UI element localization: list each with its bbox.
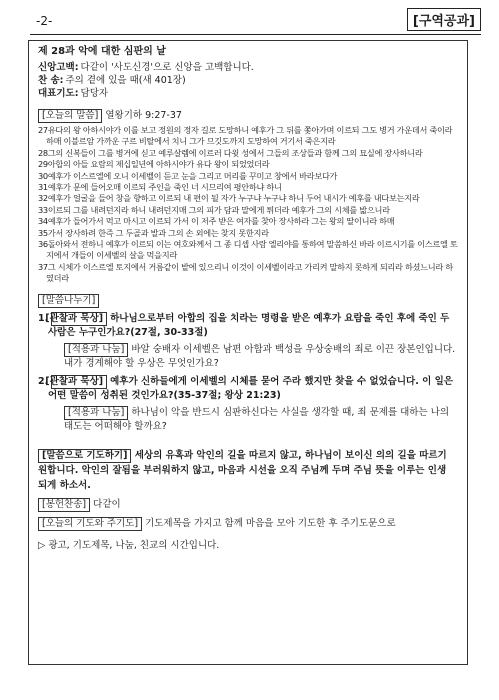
question-block <box>38 312 458 371</box>
application-prompt <box>64 406 458 434</box>
service-order-label: 찬 송: <box>38 75 64 86</box>
service-order-value: 다같이 '사도신경'으로 신앙을 고백합니다. <box>80 62 254 73</box>
verse-line: 31예후가 문에 들어오매 이르되 주인을 죽인 너 시므리여 평안하냐 하니 <box>38 182 282 193</box>
service-order <box>38 61 458 100</box>
offering-text: 다같이 <box>93 498 121 510</box>
service-order-row <box>38 87 458 100</box>
verse-line: 30예후가 이스르엘에 오니 이세벨이 듣고 눈을 그리고 머리를 꾸미고 창에서 바라보다가 <box>38 170 338 181</box>
service-order-row <box>38 74 458 87</box>
header-rule <box>30 34 481 35</box>
question-text: 예후가 신하들에게 이세벨의 시체를 묻어 주라 했지만 찾을 수 없었습니다. 이 일은 어떤 말씀이 성취된 것인가요?(35-37절; 왕상 21:23) <box>48 375 453 401</box>
service-order-value: 담당자 <box>80 88 109 99</box>
prayer-section <box>38 448 458 493</box>
section-badge: [구역공과] <box>407 8 481 31</box>
observation-question <box>38 375 458 403</box>
closing-tag: [오늘의 기도와 주기도] <box>38 517 142 531</box>
scripture-reference: 열왕기하 9:27-37 <box>105 110 182 121</box>
scripture-section <box>38 109 458 285</box>
application-tag: [적용과 나눔] <box>64 343 128 357</box>
verse-line: 28그의 신복들이 그를 병거에 싣고 예루살렘에 이르러 다윗 성에서 그들의 조상들과 함께 그의 묘실에 장사하니라 <box>38 147 423 158</box>
application-prompt <box>64 343 458 371</box>
observation-question <box>38 312 458 340</box>
service-order-label: 신앙고백: <box>38 62 79 73</box>
question-number: 1. <box>38 312 49 324</box>
application-tag: [적용과 나눔] <box>64 406 128 420</box>
prayer-tag: [말씀으로 기도하기] <box>38 449 131 463</box>
service-order-value: 주의 곁에 있을 때(새 401장) <box>65 75 186 86</box>
question-list <box>38 312 458 434</box>
closing-text: 기도제목을 가지고 함께 마음을 모아 기도한 후 주기도문으로 <box>145 517 396 529</box>
verse-line: 37그 시체가 이스르엘 토지에서 거름같이 밭에 있으리니 이것이 이세벨이라고 가리켜 말하지 못하게 되리라 하셨느니라 하였더라 <box>38 261 453 284</box>
verse-line: 33이르되 그를 내려던지라 하니 내려던지매 그의 피가 담과 말에게 튀더라 예후가 그의 시체를 밟으니라 <box>38 204 390 215</box>
prayer-text: 세상의 유혹과 악인의 길을 따르지 않고, 하나님이 보이신 의의 길을 따르기 원합니다. 악인의 잘됨을 부러워하지 않고, 마음과 시선을 오직 주님께 두며 주님 뜻을 이루는 인생 되게 하소서. <box>38 449 447 491</box>
service-order-label: 대표기도: <box>38 88 79 99</box>
service-order-row <box>38 61 458 74</box>
verse-line: 32예후가 얼굴을 들어 창을 향하고 이르되 내 편이 될 자가 누구냐 누구냐 하니 두어 내시가 예후를 내다보는지라 <box>38 193 420 204</box>
announcement-line: ▷ 광고, 기도제목, 나눔, 친교의 시간입니다. <box>38 539 220 551</box>
scripture-heading <box>38 109 458 123</box>
question-block <box>38 375 458 434</box>
offering-tag: [봉헌찬송] <box>38 498 90 512</box>
closing-prayer <box>38 517 458 531</box>
lesson-title: 제 28과 악에 대한 심판의 날 <box>38 46 166 57</box>
lesson-content <box>38 44 458 552</box>
verse-line: 29아합의 아들 요람의 제십일년에 아하시야가 유다 왕이 되었었더라 <box>38 159 270 170</box>
observation-tag: [관찰과 묵상] <box>51 312 107 326</box>
sharing-tag: [말씀나누기] <box>38 294 99 308</box>
scripture-tag: [오늘의 말씀] <box>38 109 102 123</box>
page-number: -2- <box>36 14 53 28</box>
application-text: 바알 숭배자 이세벨은 남편 아합과 백성을 우상숭배의 죄로 이끈 장본인입니다. 내가 경계해야 할 우상은 무엇인가요? <box>64 343 456 369</box>
offering-hymn <box>38 498 458 512</box>
scripture-verses <box>38 125 458 285</box>
verse-line: 35가서 장사하려 한즉 그 두골과 발과 그의 손 외에는 찾지 못한지라 <box>38 227 269 238</box>
verse-line: 34예후가 들어가서 먹고 마시고 이르되 가서 이 저주 받은 여자를 찾아 장사하라 그는 왕의 딸이니라 하매 <box>38 216 395 227</box>
application-text: 하나님이 악을 반드시 심판하신다는 사실을 생각할 때, 죄 문제를 대하는 나의 태도는 어떠해야 할까요? <box>64 406 450 432</box>
verse-line: 36돌아와서 전하니 예후가 이르되 이는 여호와께서 그 종 디셉 사람 엘리야를 통하여 말씀하신 바라 이르시기를 이스르엘 토지에서 개들이 이세벨의 살을 먹을지라 <box>38 239 458 261</box>
question-text: 하나님으로부터 아합의 집을 치라는 명령을 받은 예후가 요람을 죽인 후에 죽인 두 사람은 누구인가요?(27절, 30-33절) <box>48 312 450 338</box>
question-number: 2. <box>38 375 49 387</box>
observation-tag: [관찰과 묵상] <box>51 375 107 389</box>
verse-line: 27유다의 왕 아하시야가 이를 보고 정원의 정자 길로 도망하니 예후가 그 뒤를 쫓아가며 이르되 그도 병거 가운데서 죽이라 하매 이블르암 가까운 구르 비탈에서 치니 그가 므깃도까지 도망하여 거기서 죽은지라 <box>38 125 453 147</box>
sharing-section <box>38 294 458 434</box>
